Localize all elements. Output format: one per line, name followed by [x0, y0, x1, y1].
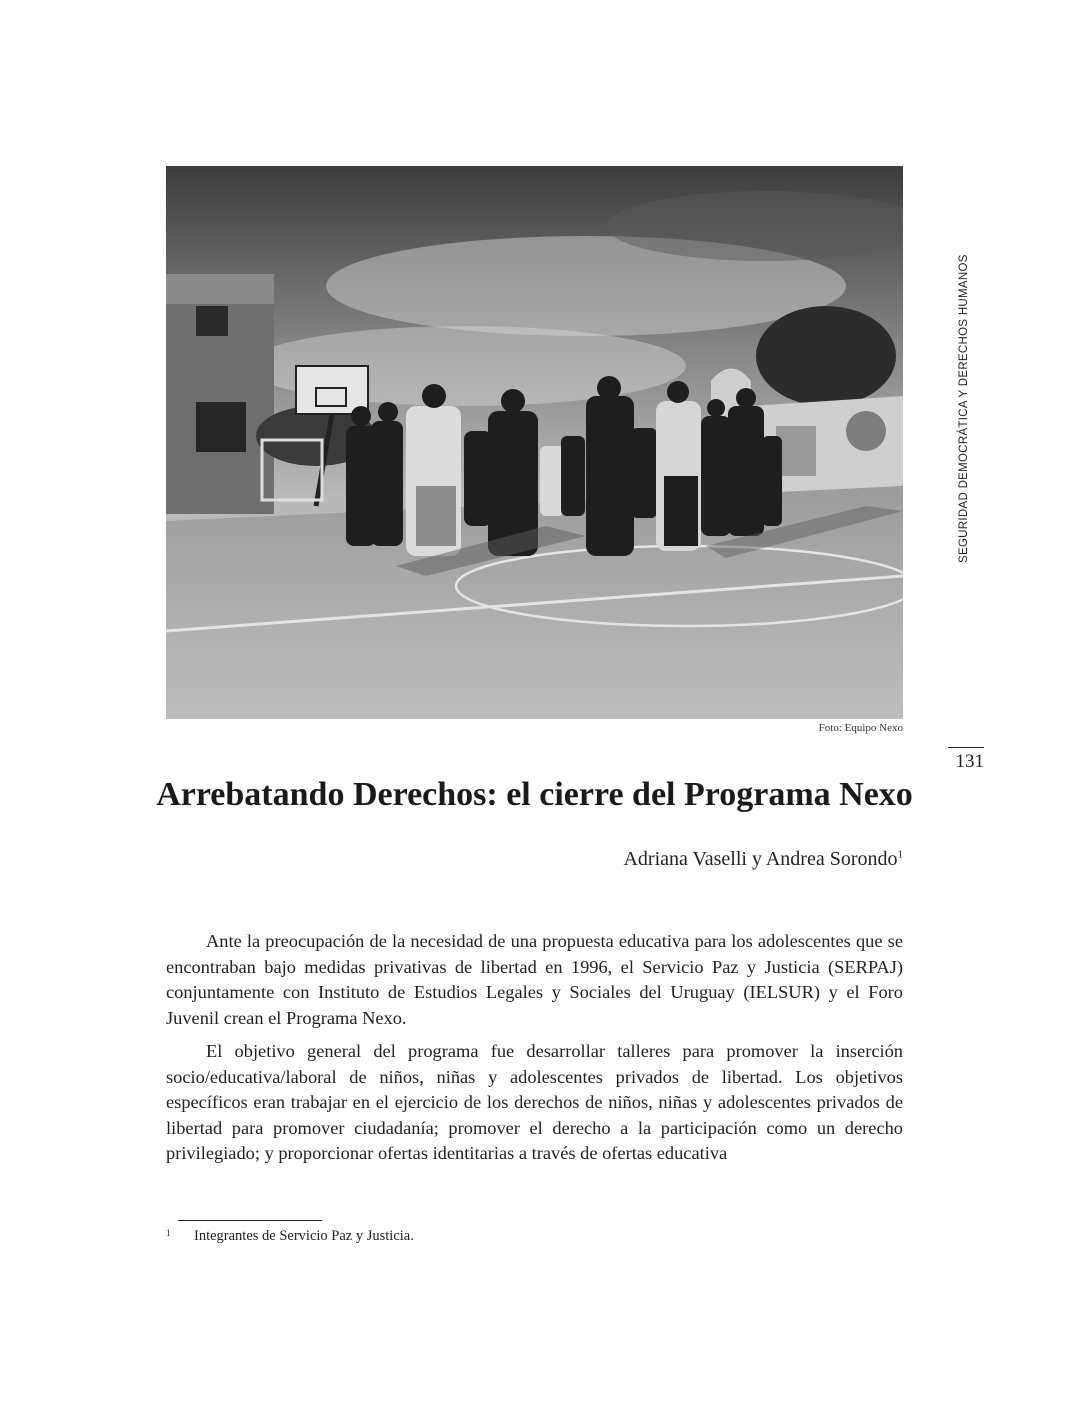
- photo-credit: Foto: Equipo Nexo: [818, 722, 903, 734]
- footnote-mark: 1: [166, 1228, 171, 1238]
- basketball-court-group-photo: [166, 166, 903, 719]
- article-photo: [166, 166, 903, 719]
- article-title: Arrebatando Derechos: el cierre del Programa Nexo: [156, 776, 913, 813]
- article-body: [166, 929, 903, 1175]
- footnote: [166, 1228, 414, 1245]
- paragraph: El objetivo general del programa fue desarrollar talleres para promover la inserción socio/educativa/laboral de niños, niñas y adolescentes privados de libertad. Los objetivos específicos eran trabajar en el ejercicio de los derechos de niños, niñas y adolescentes privados de libertad para promover ciudadanía; promover el derecho a la participación como un derecho privilegiado; y proporcionar ofertas identitarias a través de ofertas educativa: [166, 1041, 903, 1163]
- page-number-rule: [948, 747, 984, 748]
- paragraph: Ante la preocupación de la necesidad de una propuesta educativa para los adolescentes que se encontraban bajo medidas privativas de libertad en 1996, el Servicio Paz y Justicia (SERPAJ) conjuntamente con Instituto de Estudios Legales y Sociales del Uruguay (IELSUR) y el Foro Juvenil crean el Programa Nexo.: [166, 931, 903, 1028]
- page-number: 131: [955, 751, 984, 772]
- author-footnote-ref[interactable]: 1: [897, 848, 903, 861]
- footnote-rule: [178, 1220, 322, 1221]
- footnote-text: Integrantes de Servicio Paz y Justicia.: [194, 1228, 414, 1244]
- article-authors: [623, 848, 903, 871]
- running-head: SEGURIDAD DEMOCRÁTICA Y DERECHOS HUMANOS: [958, 254, 970, 563]
- authors-text: Adriana Vaselli y Andrea Sorondo: [623, 848, 898, 870]
